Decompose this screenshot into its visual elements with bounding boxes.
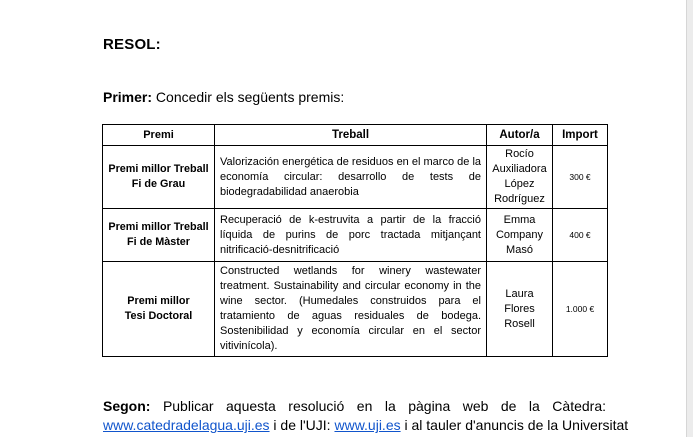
- catedra-link[interactable]: www.catedradelagua.uji.es: [103, 417, 270, 433]
- table-row: [103, 146, 608, 209]
- segon-text-2: i de l'UJI:: [269, 417, 335, 433]
- autor-line: Auxiliadora: [492, 163, 547, 175]
- autor-line: Company: [495, 228, 544, 241]
- segon-text: Publicar aquesta resolució en la pàgina web de la Càtedra:: [162, 398, 607, 414]
- import-cell: 300 €: [553, 146, 608, 209]
- premi-cell: [103, 146, 215, 209]
- table-row: [103, 262, 608, 357]
- autor-cell: [487, 209, 553, 262]
- premi-line: Premi millor Treball: [108, 163, 209, 175]
- table-row: [103, 209, 608, 262]
- autor-line: Masó: [506, 243, 533, 256]
- premi-line: Premi millor: [127, 295, 190, 307]
- segon-paragraph: [103, 397, 606, 416]
- treball-cell: Recuperació de k-estruvita a partir de la fracció líquida de purins de porc tractada mitjançant nitrificació-desnitrificació: [215, 209, 487, 262]
- autor-line: Rodríguez: [494, 193, 545, 205]
- autor-line: López: [504, 178, 535, 190]
- primer-text: Concedir els següents premis:: [155, 89, 345, 105]
- header-import: Import: [553, 125, 608, 146]
- premi-line: Premi millor Treball: [108, 221, 209, 233]
- segon-paragraph-line2: [103, 416, 629, 435]
- autor-line: Emma: [503, 213, 536, 226]
- primer-label: Primer:: [103, 89, 153, 105]
- autor-line: Laura: [505, 287, 534, 300]
- premi-line: Fi de Màster: [127, 236, 190, 248]
- treball-cell: Valorización energética de residuos en el marco de la economía circular: desarrollo de tests de biodegradabilidad anaerobia: [215, 146, 487, 209]
- autor-line: Rocío: [505, 148, 534, 160]
- premi-cell: [103, 262, 215, 357]
- segon-text-3: i al tauler d'anuncis de la Universitat: [400, 417, 629, 433]
- uji-link[interactable]: www.uji.es: [334, 417, 401, 433]
- header-premi: Premi: [103, 125, 215, 146]
- premi-line: Fi de Grau: [131, 178, 186, 190]
- header-autor: Autor/a: [487, 125, 553, 146]
- premi-line: Tesi Doctoral: [124, 310, 193, 322]
- autor-cell: [487, 146, 553, 209]
- autor-line: Flores: [504, 302, 535, 315]
- import-cell: 1.000 €: [553, 262, 608, 357]
- treball-cell: Constructed wetlands for winery wastewater treatment. Sustainability and circular economy in the wine sector. (Humedales construidos para el tratamiento de aguas residuales de bodega. Sostenibilidad y economía circular en el sector vitivinícola).: [215, 262, 487, 357]
- page-edge: [686, 0, 693, 437]
- header-treball: Treball: [215, 125, 487, 146]
- primer-paragraph: [103, 89, 344, 105]
- autor-line: Rosell: [504, 317, 535, 330]
- segon-label: Segon:: [103, 398, 151, 414]
- import-cell: 400 €: [553, 209, 608, 262]
- table-header-row: [103, 125, 608, 146]
- resolution-heading: RESOL:: [103, 36, 161, 53]
- autor-cell: [487, 262, 553, 357]
- awards-table: [102, 124, 608, 357]
- premi-cell: [103, 209, 215, 262]
